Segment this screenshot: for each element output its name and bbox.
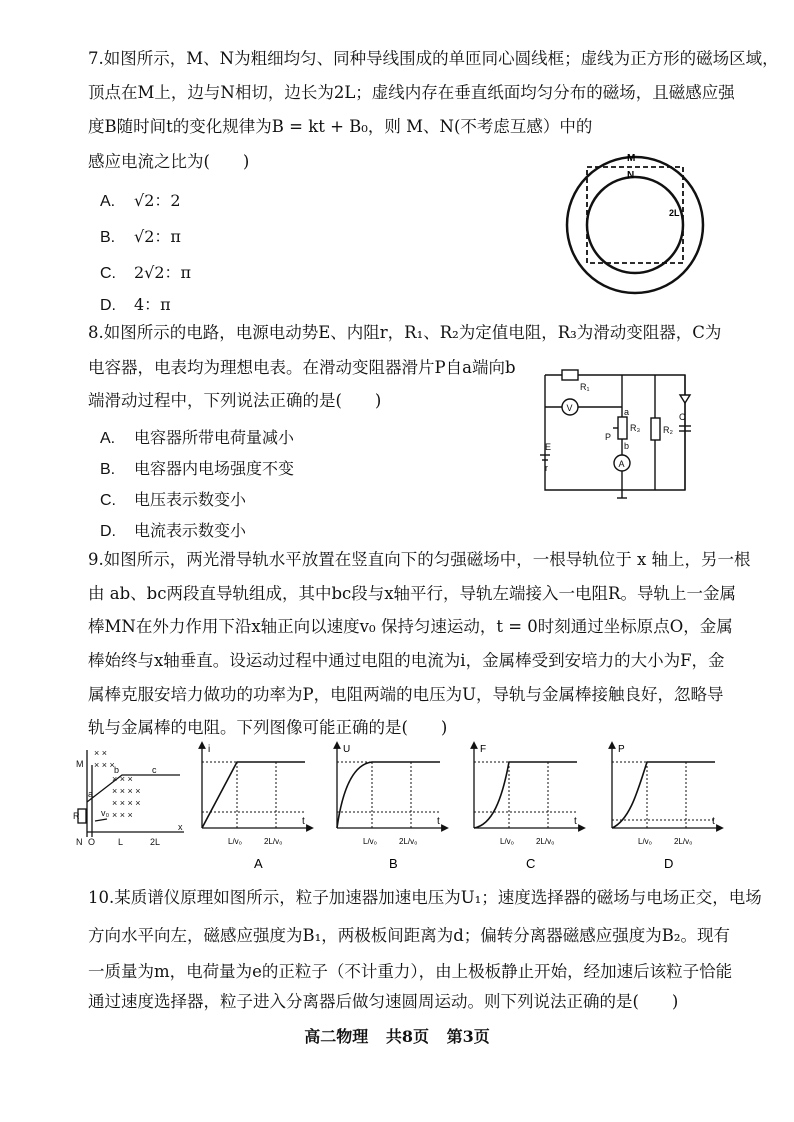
label-r2: R₂ (663, 425, 673, 435)
graph-b-tick1: L/v₀ (363, 837, 377, 846)
option-key: C. (100, 492, 116, 509)
resistor-r3 (618, 417, 627, 439)
label-c: c (152, 765, 157, 775)
label-v: V (566, 403, 573, 413)
q8-line-3: 端滑动过程中，下列说法正确的是( ) (88, 391, 382, 410)
graph-c-curve (474, 762, 577, 828)
label-r1: R₁ (580, 382, 590, 392)
graph-a-tick1: L/v₀ (228, 837, 242, 846)
graph-a-caption: A (254, 856, 263, 871)
footer-subject: 高二物理 (304, 1027, 369, 1046)
q7-figure-rings (565, 150, 705, 300)
option-key: A. (100, 193, 116, 210)
svg-text:× × ×: × × × (112, 810, 133, 820)
option-key: A. (100, 430, 116, 447)
label-a-end: a (624, 407, 630, 417)
diode (680, 395, 690, 403)
svg-text:× × × ×: × × × × (112, 786, 141, 796)
label-b: b (114, 765, 120, 775)
label-m: M (627, 153, 636, 164)
q8-option-d[interactable] (100, 518, 246, 541)
graph-a[interactable] (202, 744, 310, 871)
graph-c[interactable] (474, 744, 582, 871)
label-x: x (178, 822, 183, 832)
velocity-arrow (95, 819, 107, 821)
footer-page: 第3页 (446, 1027, 490, 1046)
graph-d-xlabel: t (712, 816, 715, 827)
graph-d[interactable] (612, 744, 720, 871)
graph-d-caption: D (664, 856, 674, 871)
q7-option-d[interactable] (100, 292, 171, 315)
label-c: C (679, 412, 686, 422)
q9-line-1: 9.如图所示，两光滑导轨水平放置在竖直向下的匀强磁场中，一根导轨位于 x 轴上，另一根 (88, 550, 751, 569)
q7-line-2: 顶点在M上，边与N相切，边长为2L；虚线内存在垂直纸面均匀分布的磁场，且磁感应强 (88, 83, 735, 102)
page-footer (0, 1024, 794, 1047)
graph-b-xlabel: t (437, 816, 440, 827)
graph-c-caption: C (526, 856, 536, 871)
q8-option-b[interactable] (100, 456, 294, 479)
inner-ring-n (587, 177, 683, 273)
label-r: r (545, 463, 548, 473)
q10-line-1: 10.某质谱仪原理如图所示，粒子加速器加速电压为U₁；速度选择器的磁场与电场正交，电场 (88, 888, 762, 907)
q7-line-1: 7.如图所示，M、N为粗细均匀、同种导线围成的单匝同心圆线框；虚线为正方形的磁场区域， (88, 49, 779, 68)
graph-b-caption: B (389, 856, 398, 871)
svg-text:× ×: × × (94, 748, 108, 758)
label-2l: 2L (669, 208, 680, 218)
option-text: 电容器所带电荷量减小 (134, 428, 295, 447)
graph-d-tick2: 2L/v₀ (674, 837, 693, 846)
label-n: N (76, 837, 83, 847)
q10-line-3: 一质量为m，电荷量为e的正粒子（不计重力），由上极板静止开始，经加速后该粒子恰能 (88, 962, 733, 981)
graph-c-tick1: L/v₀ (500, 837, 514, 846)
q10-line-2: 方向水平向左，磁感应强度为B₁，两极板间距离为d；偏转分离器磁感应强度为B₂。现有 (88, 926, 731, 945)
q8-option-a[interactable] (100, 425, 294, 448)
graph-a-xlabel: t (302, 816, 305, 827)
label-p: P (605, 432, 612, 442)
label-r: R (73, 811, 80, 821)
q8-line-2: 电容器，电表均为理想电表。在滑动变阻器滑片P自a端向b (88, 358, 516, 377)
option-text: 电容器内电场强度不变 (134, 459, 295, 478)
q7-line-4: 感应电流之比为( ) (88, 152, 250, 171)
q7-option-c[interactable] (100, 260, 191, 283)
q7-option-a[interactable] (100, 188, 181, 211)
q9-line-6: 轨与金属棒的电阻。下列图像可能正确的是( ) (88, 718, 448, 737)
label-a: A (618, 459, 625, 469)
label-n: N (627, 170, 635, 181)
label-m: M (76, 759, 84, 769)
option-key: B. (100, 229, 116, 246)
graph-d-curve (612, 762, 715, 828)
option-text: 电压表示数变小 (134, 490, 247, 509)
label-2l: 2L (150, 837, 161, 847)
label-a: a (88, 789, 94, 799)
option-text: 2√2：π (134, 263, 192, 282)
graph-a-ylabel: i (208, 744, 211, 755)
option-key: C. (100, 265, 116, 282)
q9-setup-figure (72, 745, 190, 855)
option-key: D. (100, 523, 116, 540)
label-l: L (118, 837, 124, 847)
svg-text:× × × ×: × × × × (112, 798, 141, 808)
option-text: 4：π (134, 295, 171, 314)
graph-b-curve (337, 762, 440, 828)
label-b-end: b (624, 441, 630, 451)
q9-line-3: 棒MN在外力作用下沿x轴正向以速度v₀ 保持匀速运动，t = 0时刻通过坐标原点O，金属 (88, 617, 733, 636)
q8-option-c[interactable] (100, 487, 246, 510)
graph-c-xlabel: t (574, 816, 577, 827)
q7-line-3: 度B随时间t的变化规律为B = kt + B₀，则 M、N(不考虑互感）中的 (88, 117, 593, 136)
graph-a-tick2: 2L/v₀ (264, 837, 283, 846)
q9-line-4: 棒始终与x轴垂直。设运动过程中通过电阻的电流为i，金属棒受到安培力的大小为F，金 (88, 651, 725, 670)
graph-b[interactable] (337, 744, 445, 871)
option-key: D. (100, 297, 116, 314)
q7-option-b[interactable] (100, 224, 181, 247)
graph-b-ylabel: U (343, 744, 351, 755)
label-e: E (545, 442, 552, 452)
q9-line-5: 属棒克服安培力做功的功率为P，电阻两端的电压为U，导轨与金属棒接触良好，忽略导 (88, 685, 724, 704)
graph-c-tick2: 2L/v₀ (536, 837, 555, 846)
footer-total: 共8页 (385, 1027, 429, 1046)
q10-line-4: 通过速度选择器，粒子进入分离器后做匀速圆周运动。则下列说法正确的是( ) (88, 992, 679, 1011)
svg-text:× × ×: × × × (94, 760, 115, 770)
graph-c-ylabel: F (480, 744, 487, 755)
graph-d-ylabel: P (618, 744, 625, 755)
option-text: √2：2 (134, 191, 181, 210)
graph-a-curve (202, 762, 305, 828)
resistor-r1 (562, 370, 578, 380)
option-key: B. (100, 461, 116, 478)
resistor-r2 (651, 418, 660, 440)
label-r3: R₃ (630, 423, 641, 433)
label-o: O (88, 837, 96, 847)
q9-graphs (190, 740, 730, 875)
graph-b-tick2: 2L/v₀ (399, 837, 418, 846)
option-text: √2：π (134, 227, 181, 246)
svg-text:× × ×: × × × (112, 774, 133, 784)
q8-line-1: 8.如图所示的电路，电源电动势E、内阻r，R₁、R₂为定值电阻，R₃为滑动变阻器，C为 (88, 323, 722, 342)
q9-line-2: 由 ab、bc两段直导轨组成，其中bc段与x轴平行，导轨左端接入一电阻R。导轨上一金属 (88, 584, 736, 603)
q8-circuit-diagram (535, 360, 715, 510)
graph-d-tick1: L/v₀ (638, 837, 652, 846)
label-v0: v₀ (101, 808, 110, 818)
option-text: 电流表示数变小 (134, 521, 247, 540)
